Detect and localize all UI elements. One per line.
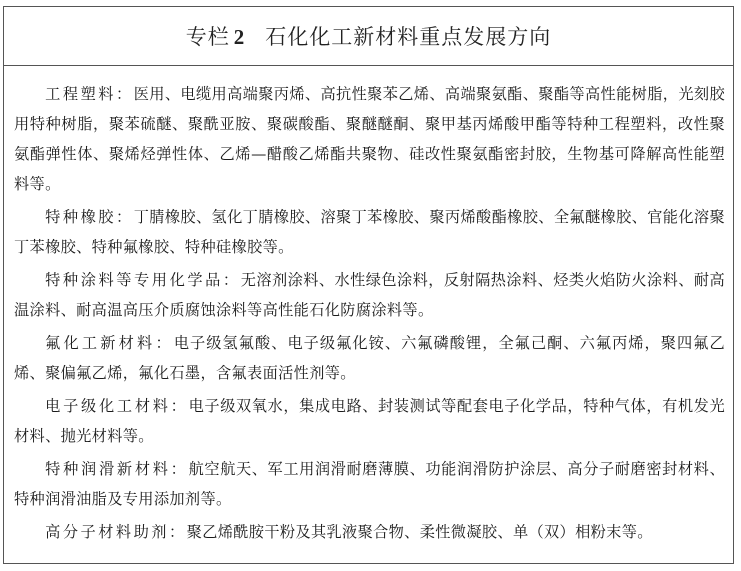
paragraph-text: 聚乙烯酰胺干粉及其乳液聚合物、柔性微凝胶、单（双）相粉末等。 bbox=[186, 523, 653, 541]
paragraph-text: 航空航天、军工用润滑耐磨薄膜、功能润滑防护涂层、高分子耐磨密封材料、特种润滑油脂及专用添加剂等。 bbox=[14, 460, 725, 508]
paragraph-special-rubber bbox=[14, 202, 725, 262]
feature-box bbox=[3, 6, 734, 564]
paragraph-text: 丁腈橡胶、氢化丁腈橡胶、溶聚丁苯橡胶、聚丙烯酸酯橡胶、全氟醚橡胶、官能化溶聚丁苯橡胶、特种氟橡胶、特种硅橡胶等。 bbox=[14, 208, 725, 256]
paragraph-fluorochemical bbox=[14, 328, 725, 388]
paragraph-text: 电子级双氧水，集成电路、封装测试等配套电子化学品，特种气体，有机发光材料、抛光材料等。 bbox=[14, 397, 725, 445]
paragraph-electronic-chemicals bbox=[14, 391, 725, 451]
title-prefix: 专栏 bbox=[185, 25, 230, 49]
title-number: 2 bbox=[233, 25, 246, 49]
paragraph-label: 特种润滑新材料： bbox=[45, 460, 189, 478]
box-header bbox=[4, 7, 733, 66]
paragraph-special-lubricants bbox=[14, 454, 725, 514]
paragraph-engineering-plastics bbox=[14, 79, 725, 199]
paragraph-label: 工程塑料： bbox=[45, 85, 134, 103]
paragraph-text: 无溶剂涂料、水性绿色涂料，反射隔热涂料、烃类火焰防火涂料、耐高温涂料、耐高温高压介质腐蚀涂料等高性能石化防腐涂料等。 bbox=[14, 271, 725, 319]
paragraph-label: 氟化工新材料： bbox=[45, 334, 174, 352]
paragraph-polymer-additives bbox=[14, 517, 725, 547]
paragraph-label: 特种涂料等专用化学品： bbox=[45, 271, 241, 289]
box-title bbox=[186, 21, 552, 51]
box-content bbox=[4, 66, 733, 547]
paragraph-label: 特种橡胶： bbox=[45, 208, 134, 226]
paragraph-label: 电子级化工材料： bbox=[45, 397, 189, 415]
title-text: 石化化工新材料重点发展方向 bbox=[265, 25, 552, 49]
paragraph-label: 高分子材料助剂： bbox=[45, 523, 187, 541]
paragraph-text: 电子级氢氟酸、电子级氟化铵、六氟磷酸锂，全氟己酮、六氟丙烯，聚四氟乙烯、聚偏氟乙烯，氟化石墨，含氟表面活性剂等。 bbox=[14, 334, 725, 382]
paragraph-text: 医用、电缆用高端聚丙烯、高抗性聚苯乙烯、高端聚氨酯、聚酯等高性能树脂，光刻胶用特种树脂，聚苯硫醚、聚酰亚胺、聚碳酸酯、聚醚醚酮、聚甲基丙烯酸甲酯等特种工程塑料，改性聚氨酯弹性体、聚烯烃弹性体、乙烯—醋酸乙烯酯共聚物、硅改性聚氨酯密封胶，生物基可降解高性能塑料等。 bbox=[14, 85, 725, 193]
paragraph-special-coatings bbox=[14, 265, 725, 325]
